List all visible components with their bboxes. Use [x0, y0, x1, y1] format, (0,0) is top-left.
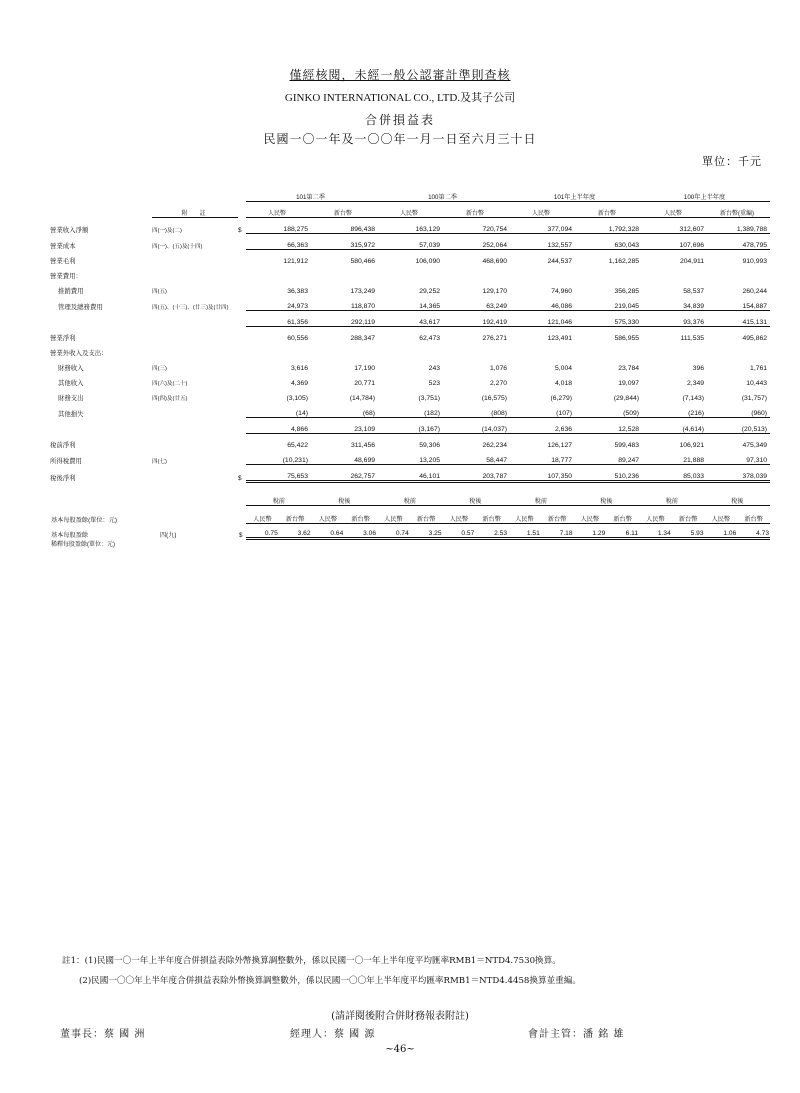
- eps-pair-header: 稅後: [443, 492, 509, 506]
- eps-value: 1.06: [705, 524, 738, 539]
- eps-value: 3.25: [410, 524, 443, 539]
- amount-cell: 57,039: [378, 234, 443, 250]
- amount-cell: 43,617: [378, 311, 443, 327]
- amount-cell: 48,699: [311, 449, 378, 465]
- statement-row: [50, 234, 770, 250]
- eps-currency-header: 新台幣: [475, 506, 508, 524]
- amount-cell: 97,310: [707, 449, 770, 465]
- amount-cell: 260,244: [742, 288, 768, 295]
- row-note: [152, 402, 238, 418]
- amount-cell: 46,101: [378, 465, 443, 482]
- dollar-sign: $: [238, 474, 242, 482]
- eps-value: 5.93: [672, 524, 705, 539]
- amount-cell: 14,365: [378, 295, 443, 311]
- statement-body: [50, 218, 770, 482]
- amount-cell: 85,033: [642, 465, 707, 482]
- row-label: 其他收入: [58, 380, 84, 387]
- amount-cell: 5,004: [555, 365, 573, 372]
- dollar-sign: [238, 295, 246, 311]
- amount-cell: (808): [443, 402, 510, 418]
- amount-cell: 154,887: [707, 295, 770, 311]
- row-label: 財務收入: [58, 365, 84, 372]
- dollar-sign: [238, 250, 246, 266]
- amount-cell: (4,614): [642, 418, 707, 434]
- statement-row: [50, 311, 770, 327]
- amount-cell: 129,170: [482, 288, 508, 295]
- amount-cell: 630,043: [575, 234, 642, 250]
- amount-cell: 1,761: [750, 365, 768, 372]
- earnings-per-share: [50, 492, 770, 548]
- amount-cell: [246, 342, 311, 357]
- row-note: 四(六)及(二十): [152, 381, 188, 387]
- amount-cell: [707, 265, 770, 280]
- amount-cell: 4,866: [246, 418, 311, 434]
- amount-cell: 523: [428, 380, 441, 387]
- amount-cell: (20,513): [707, 418, 770, 434]
- amount-cell: 219,045: [575, 295, 642, 311]
- eps-value: 0.64: [312, 524, 345, 539]
- amount-cell: (960): [707, 402, 770, 418]
- statement-row: [50, 418, 770, 434]
- eps-value: 0.75: [246, 524, 279, 539]
- amount-cell: [443, 342, 510, 357]
- eps-pair-header: 稅前: [508, 492, 574, 506]
- statement-row: [50, 295, 770, 311]
- amount-cell: 106,921: [679, 442, 705, 449]
- eps-value: 1.29: [574, 524, 607, 539]
- row-label: 稅前淨利: [50, 442, 76, 449]
- row-note: 四(五)、(十三)、(廿三)及(廿四): [152, 304, 229, 311]
- statement-row: [50, 402, 770, 418]
- statement-row: [50, 465, 770, 482]
- amount-cell: 24,973: [246, 295, 311, 311]
- eps-currency-header: 人民幣: [639, 506, 672, 524]
- amount-cell: 262,234: [482, 442, 508, 449]
- dollar-sign: [238, 327, 246, 343]
- amount-cell: 203,787: [443, 465, 510, 482]
- amount-cell: (3,751): [418, 395, 441, 402]
- amount-cell: 21,888: [642, 449, 707, 465]
- amount-cell: 36,383: [287, 288, 308, 295]
- accountant-signature: 會計主管：潘 銘 雄: [528, 1029, 625, 1040]
- amount-cell: 75,653: [246, 465, 311, 482]
- amount-cell: [642, 342, 707, 357]
- eps-currency-header: 新台幣: [410, 506, 443, 524]
- eps-value: 1.51: [508, 524, 541, 539]
- eps-currency-header-row: [50, 506, 770, 524]
- amount-cell: 4,018: [555, 380, 573, 387]
- eps-section-label: 基本每股盈餘(單位：元): [51, 516, 117, 524]
- eps-currency-header: 新台幣: [541, 506, 574, 524]
- eps-pair-header: 稅前: [246, 492, 312, 506]
- amount-cell: 58,447: [443, 449, 510, 465]
- eps-currency-header: 人民幣: [377, 506, 410, 524]
- amount-cell: 126,127: [547, 442, 573, 449]
- amount-cell: 107,696: [642, 234, 707, 250]
- statement-row: [50, 265, 770, 280]
- eps-value: 2.53: [475, 524, 508, 539]
- dollar-sign: [238, 434, 246, 450]
- amount-cell: 12,528: [575, 418, 642, 434]
- amount-cell: [510, 342, 575, 357]
- amount-cell: 19,097: [618, 380, 640, 387]
- row-note: 四(七): [152, 458, 167, 465]
- eps-currency-header: 人民幣: [443, 506, 476, 524]
- eps-value: 3.06: [344, 524, 377, 539]
- amount-cell: 276,271: [482, 335, 508, 342]
- footnote-1: 註1：(1)民國一〇一年上半年度合併損益表除外幣換算調整數外，係以民國一〇一年上半年度平均匯率RMB1＝NTD4.7530換算。: [62, 956, 561, 966]
- statement-row: [50, 218, 770, 234]
- currency-header: 人民幣: [642, 202, 707, 218]
- dollar-sign: [238, 265, 246, 280]
- amount-cell: (182): [378, 402, 443, 418]
- currency-header: 人民幣: [510, 202, 575, 218]
- amount-cell: (509): [575, 402, 642, 418]
- row-note: 四(五): [152, 289, 167, 295]
- amount-cell: 262,757: [311, 465, 378, 482]
- dollar-sign: [238, 357, 246, 372]
- eps-pair-header-row: [50, 492, 770, 506]
- company-name: GINKO INTERNATIONAL CO., LTD.及其子公司: [284, 92, 516, 104]
- amount-cell: 188,275: [246, 218, 311, 234]
- eps-value: 0.57: [443, 524, 476, 539]
- statement-row: [50, 280, 770, 295]
- amount-cell: 377,094: [510, 218, 575, 234]
- statement-row: [50, 327, 770, 343]
- amount-cell: 720,754: [443, 218, 510, 234]
- eps-currency-header: 新台幣: [279, 506, 312, 524]
- statement-row: [50, 387, 770, 402]
- eps-currency-header: 人民幣: [574, 506, 607, 524]
- amount-cell: 495,862: [742, 335, 768, 342]
- amount-cell: [378, 342, 443, 357]
- amount-cell: 66,363: [246, 234, 311, 250]
- review-notice: 僅經核閱，未經一般公認審計準則查核: [289, 68, 511, 82]
- eps-currency-header: 新台幣: [672, 506, 705, 524]
- amount-cell: 1,076: [490, 365, 508, 372]
- amount-cell: 415,131: [707, 311, 770, 327]
- row-note: [152, 265, 238, 280]
- row-note: [152, 465, 238, 482]
- currency-header: 人民幣: [246, 202, 311, 218]
- statement-row: [50, 357, 770, 372]
- row-label: 財務支出: [58, 395, 84, 402]
- dollar-sign: [238, 418, 246, 434]
- eps-value: 3.62: [279, 524, 312, 539]
- amount-cell: 192,419: [443, 311, 510, 327]
- statement-row: [50, 449, 770, 465]
- row-note: 四(一)及(二): [152, 227, 182, 234]
- amount-cell: 106,090: [415, 258, 441, 265]
- amount-cell: (14): [246, 402, 311, 418]
- row-label: 推銷費用: [58, 288, 84, 295]
- amount-cell: [443, 265, 510, 280]
- row-label: [50, 418, 152, 434]
- column-group-header: 100年上半年度: [642, 186, 770, 202]
- eps-value: 1.34: [639, 524, 672, 539]
- eps-value: 7.18: [541, 524, 574, 539]
- row-label: 營業收入淨額: [50, 226, 89, 234]
- manager-signature: 經理人：蔡 國 源: [290, 1029, 376, 1040]
- amount-cell: 575,330: [575, 311, 642, 327]
- dollar-sign: $: [238, 226, 242, 234]
- eps-value: 6.11: [606, 524, 639, 539]
- eps-currency-header: 人民幣: [312, 506, 345, 524]
- notes-reference: (請詳閱後附合併財務報表附註): [331, 1011, 469, 1022]
- amount-cell: 312,607: [642, 218, 707, 234]
- column-group-header: 100第二季: [378, 186, 510, 202]
- amount-cell: 34,839: [642, 295, 707, 311]
- amount-cell: 478,795: [707, 234, 770, 250]
- amount-cell: (31,757): [741, 395, 768, 402]
- dollar-sign: [238, 311, 246, 327]
- eps-currency-header: 新台幣: [344, 506, 377, 524]
- amount-cell: 1,792,328: [575, 218, 642, 234]
- eps-currency-header: 人民幣: [508, 506, 541, 524]
- dollar-sign: [238, 342, 246, 357]
- amount-cell: 18,777: [510, 449, 575, 465]
- eps-currency-header: 人民幣: [246, 506, 279, 524]
- amount-cell: 29,252: [419, 288, 441, 295]
- amount-cell: (7,143): [682, 395, 705, 402]
- amount-cell: 3,616: [290, 365, 308, 372]
- amount-cell: 61,356: [246, 311, 311, 327]
- amount-cell: (6,279): [550, 395, 573, 402]
- amount-cell: 13,205: [378, 449, 443, 465]
- amount-cell: (107): [510, 402, 575, 418]
- amount-cell: 23,109: [311, 418, 378, 434]
- amount-cell: (14,037): [443, 418, 510, 434]
- amount-cell: 118,870: [311, 295, 378, 311]
- eps-value: 4.73: [737, 524, 770, 539]
- column-group-header: 101年上半年度: [510, 186, 642, 202]
- amount-cell: 252,064: [443, 234, 510, 250]
- amount-cell: 46,086: [510, 295, 575, 311]
- eps-pair-header: 稅前: [377, 492, 443, 506]
- currency-header: 人民幣: [378, 202, 443, 218]
- amount-cell: 60,556: [287, 335, 308, 342]
- statement-row: [50, 434, 770, 450]
- amount-cell: 62,473: [419, 335, 441, 342]
- statement-row: [50, 342, 770, 357]
- amount-cell: 204,911: [679, 258, 705, 265]
- amount-cell: [311, 265, 378, 280]
- amount-cell: (16,575): [481, 395, 508, 402]
- amount-cell: 10,443: [746, 380, 768, 387]
- row-note: [152, 311, 238, 327]
- row-note: 四(四)及(廿五): [152, 396, 188, 402]
- row-label: 所得稅費用: [50, 457, 82, 465]
- amount-cell: 132,557: [510, 234, 575, 250]
- row-label: 管理及總務費用: [58, 303, 103, 311]
- amount-cell: (216): [642, 402, 707, 418]
- row-label: 其他損失: [58, 410, 84, 418]
- amount-cell: 93,376: [642, 311, 707, 327]
- eps-pair-header: 稅後: [574, 492, 640, 506]
- footnotes: [62, 951, 581, 991]
- amount-cell: (10,231): [246, 449, 311, 465]
- eps-currency-header: 新台幣: [737, 506, 770, 524]
- dollar-sign: [238, 372, 246, 387]
- currency-header: 新台幣: [311, 202, 378, 218]
- row-label: 營業毛利: [50, 258, 76, 265]
- amount-cell: 121,046: [510, 311, 575, 327]
- amount-cell: [246, 265, 311, 280]
- row-label: 營業外收入及支出：: [50, 350, 108, 357]
- amount-cell: 59,306: [419, 442, 441, 449]
- amount-cell: 4,369: [290, 380, 308, 387]
- amount-cell: 173,249: [350, 288, 376, 295]
- amount-cell: [378, 265, 443, 280]
- amount-cell: 292,119: [311, 311, 378, 327]
- amount-cell: 510,236: [575, 465, 642, 482]
- statement-period: 民國一〇一年及一〇〇年一月一日至六月三十日: [263, 132, 537, 146]
- amount-cell: 63,249: [443, 295, 510, 311]
- statement-row: [50, 250, 770, 266]
- row-note: [152, 327, 238, 343]
- eps-currency-header: 人民幣: [705, 506, 738, 524]
- amount-cell: 65,422: [287, 442, 308, 449]
- eps-currency-header: 新台幣: [606, 506, 639, 524]
- amount-cell: 378,039: [707, 465, 770, 482]
- amount-cell: (29,844): [613, 395, 640, 402]
- amount-cell: 599,483: [614, 442, 640, 449]
- dollar-sign: [238, 387, 246, 402]
- amount-cell: 2,349: [687, 380, 705, 387]
- amount-cell: (68): [311, 402, 378, 418]
- eps-pair-header: 稅後: [312, 492, 378, 506]
- amount-cell: 2,636: [510, 418, 575, 434]
- amount-cell: (3,105): [286, 395, 308, 402]
- eps-dollar-sign: $: [239, 531, 243, 539]
- row-note: [152, 250, 238, 266]
- row-label: 營業成本: [50, 242, 76, 250]
- amount-cell: 163,129: [378, 218, 443, 234]
- dollar-sign: [238, 234, 246, 250]
- footnote-2: (2)民國一〇〇年上半年度合併損益表除外幣換算調整數外，係以民國一〇〇年上半年度平均匯率RMB1＝NTD4.4458換算並重編。: [79, 976, 581, 986]
- amount-cell: [707, 342, 770, 357]
- eps-row-label: 基本每股盈餘: [51, 531, 89, 539]
- income-statement: [50, 186, 770, 483]
- row-note: 四(一)、(五)及(十四): [152, 243, 203, 250]
- amount-cell: 107,350: [510, 465, 575, 482]
- eps-diluted-label: 稀釋每股盈餘(單位：元): [51, 541, 115, 548]
- amount-cell: 356,285: [614, 288, 640, 295]
- amount-cell: [575, 342, 642, 357]
- currency-header: 新台幣: [443, 202, 510, 218]
- page-number: ~46~: [385, 1044, 415, 1055]
- amount-cell: 315,972: [311, 234, 378, 250]
- amount-cell: 2,270: [490, 380, 508, 387]
- income-statement-table: [50, 186, 770, 483]
- currency-header: 新台幣: [575, 202, 642, 218]
- amount-cell: 910,993: [742, 258, 768, 265]
- amount-cell: 1,162,285: [608, 258, 640, 265]
- chairman-signature: 董事長：蔡 國 洲: [60, 1029, 146, 1040]
- amount-cell: 896,438: [311, 218, 378, 234]
- amount-cell: [575, 265, 642, 280]
- note-column-header: 附 註: [152, 202, 238, 218]
- amount-cell: 20,771: [354, 380, 376, 387]
- amount-cell: (3,167): [378, 418, 443, 434]
- row-note: [152, 342, 238, 357]
- amount-cell: 1,389,788: [707, 218, 770, 234]
- amount-cell: 58,537: [683, 288, 705, 295]
- row-note: [152, 418, 238, 434]
- dollar-sign: [238, 402, 246, 418]
- eps-table: [50, 492, 770, 548]
- eps-value: 0.74: [377, 524, 410, 539]
- eps-value-row: [50, 524, 770, 539]
- statement-row: [50, 372, 770, 387]
- amount-cell: [642, 265, 707, 280]
- amount-cell: 123,491: [547, 335, 573, 342]
- amount-cell: 17,190: [354, 365, 376, 372]
- dollar-sign: [238, 280, 246, 295]
- row-label: 稅後淨利: [50, 474, 76, 482]
- amount-cell: [311, 342, 378, 357]
- row-label: 營業淨利: [50, 335, 76, 342]
- row-note: 四(三): [152, 366, 167, 372]
- amount-cell: 74,960: [551, 288, 573, 295]
- row-label: [50, 311, 152, 327]
- amount-cell: 311,456: [350, 442, 376, 449]
- unit-label: 單位：千元: [702, 155, 762, 168]
- amount-cell: 396: [692, 365, 705, 372]
- row-note: [152, 434, 238, 450]
- amount-cell: 475,349: [742, 442, 768, 449]
- row-label: 營業費用：: [50, 273, 82, 280]
- eps-pair-header: 稅後: [705, 492, 771, 506]
- amount-cell: 111,535: [680, 335, 705, 342]
- column-group-header: 101第二季: [246, 186, 378, 202]
- amount-cell: 580,466: [350, 258, 376, 265]
- dollar-sign: [238, 449, 246, 465]
- amount-cell: 468,690: [482, 258, 508, 265]
- amount-cell: 288,347: [350, 335, 376, 342]
- amount-cell: 89,247: [575, 449, 642, 465]
- eps-row-note: 四(九): [160, 531, 177, 539]
- amount-cell: (14,784): [349, 395, 376, 402]
- currency-header: 新台幣(重編): [707, 202, 770, 218]
- amount-cell: 586,955: [614, 335, 640, 342]
- amount-cell: 244,537: [547, 258, 573, 265]
- amount-cell: 23,784: [618, 365, 640, 372]
- statement-title: 合併損益表: [364, 113, 435, 127]
- eps-pair-header: 稅前: [639, 492, 705, 506]
- amount-cell: 243: [428, 365, 441, 372]
- amount-cell: 121,912: [283, 258, 308, 265]
- amount-cell: [510, 265, 575, 280]
